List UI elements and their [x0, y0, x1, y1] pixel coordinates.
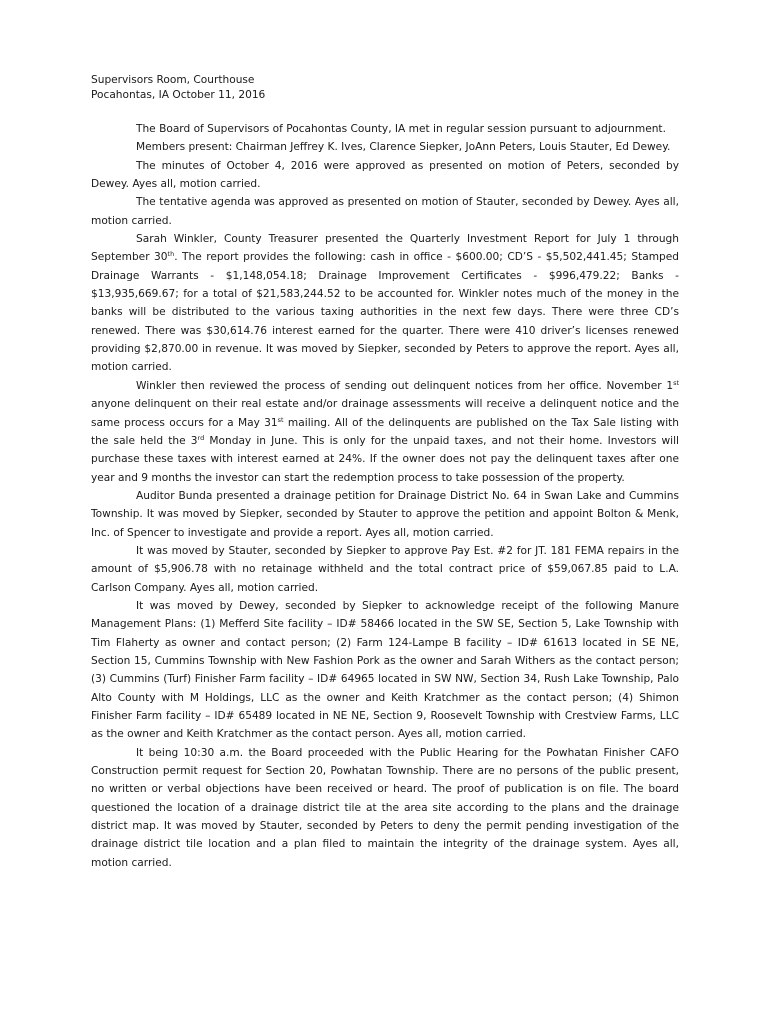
minutes-paragraph [91, 157, 679, 194]
paragraph-text: anyone delinquent on their real estate and/or drainage assessments will receive a delinquent notice and the same process occurs for a May 31 [91, 398, 679, 429]
paragraph-text: . The report provides the following: cash in office - $600.00; CD’S - $5,502,441.45; Stamped Drainage Warrants - $1,148,054.18; Drainage Improvement Certificates - $996,479.22; Banks - $13,935,669.67; for a total of $21,583,244.52 to be accounted for. Winkler notes much of the money in the banks will be distributed to the various taxing authorities in the next few days. There were three CD’s renewed. There was $30,614.76 interest earned for the quarter. There were 410 driver’s licenses renewed providing $2,870.00 in revenue. It was moved by Siepker, seconded by Peters to approve the report. Ayes all, motion carried. [91, 251, 680, 374]
paragraph-text: Winkler then reviewed the process of sending out delinquent notices from her office. November 1 [136, 379, 674, 392]
ordinal-suffix: th [167, 250, 175, 259]
ordinal-suffix: st [277, 415, 284, 424]
minutes-paragraph [91, 120, 679, 138]
paragraph-text: The Board of Supervisors of Pocahontas County, IA met in regular session pursuant to adjournment. [136, 123, 666, 135]
minutes-paragraph [91, 597, 679, 744]
minutes-paragraph [91, 487, 679, 542]
paragraph-text: It was moved by Dewey, seconded by Siepker to acknowledge receipt of the following Manure Management Plans: (1) Mefferd Site facility – ID# 58466 located in the SW SE, Section 5, Lake Township with Tim Flaherty as owner and contact person; (2) Farm 124-Lampe B facility – ID# 61613 located in SE NE, Section 15, Cummins Township with New Fashion Pork as the owner and Sarah Withers as the contact person; (3) Cummins (Turf) Finisher Farm facility – ID# 64965 located in SW NW, Section 34, Rush Lake Township, Palo Alto County with M Holdings, LLC as the owner and Keith Kratchmer as the contact person; (4) Shimon Finisher Farm facility – ID# 65489 located in NE NE, Section 9, Roosevelt Township with Crestview Farms, LLC as the owner and Keith Kratchmer as the contact person. Ayes all, motion carried. [91, 599, 679, 741]
minutes-paragraph [91, 744, 679, 872]
minutes-paragraph [91, 193, 679, 230]
minutes-paragraph [91, 377, 679, 487]
paragraph-text: Members present: Chairman Jeffrey K. Ives, Clarence Siepker, JoAnn Peters, Louis Stauter, Ed Dewey. [136, 141, 671, 154]
ordinal-suffix: st [673, 378, 679, 387]
paragraph-text: Auditor Bunda presented a drainage petition for Drainage District No. 64 in Swan Lake and Cummins Township. It was moved by Siepker, seconded by Stauter to approve the petition and appoint Bolton & Menk, Inc. of Spencer to investigate and provide a report. Ayes all, motion carried. [91, 489, 679, 539]
meeting-location: Supervisors Room, Courthouse [91, 74, 255, 86]
paragraph-text: mailing. All of the delinquents are published on the Tax Sale listing with the sale held the 3 [91, 416, 680, 447]
minutes-body [91, 120, 679, 872]
paragraph-text: It being 10:30 a.m. the Board proceeded with the Public Hearing for the Powhatan Finisher CAFO Construction permit request for Section 20, Powhatan Township. There are no persons of the public present, no written or verbal objections have been received or heard. The proof of publication is on file. The board questioned the location of a drainage district tile at the area site according to the plans and the drainage district map. It was moved by Stauter, seconded by Peters to deny the permit pending investigation of the drainage district tile location and a plan filed to maintain the integrity of the drainage system. Ayes all, motion carried. [91, 746, 679, 869]
paragraph-text: Monday in June. This is only for the unpaid taxes, and not their home. Investors will purchase these taxes with interest earned at 24%. If the owner does not pay the delinquent taxes after one year and 9 months the investor can start the redemption process to take possession of the property. [91, 434, 679, 484]
paragraph-text: It was moved by Stauter, seconded by Siepker to approve Pay Est. #2 for JT. 181 FEMA repairs in the amount of $5,906.78 with no retainage withheld and the total contract price of $59,067.85 paid to L.A. Carlson Company. Ayes all, motion carried. [91, 544, 679, 594]
minutes-paragraph [91, 230, 679, 377]
paragraph-text: The minutes of October 4, 2016 were approved as presented on motion of Peters, seconded by Dewey. Ayes all, motion carried. [91, 159, 679, 191]
document-header [91, 73, 265, 102]
minutes-paragraph [91, 542, 679, 597]
ordinal-suffix: rd [197, 433, 205, 442]
paragraph-text: Sarah Winkler, County Treasurer presented the Quarterly Investment Report for July 1 through September 30 [91, 233, 679, 264]
meeting-place-date: Pocahontas, IA October 11, 2016 [91, 88, 266, 101]
minutes-paragraph [91, 138, 679, 156]
paragraph-text: The tentative agenda was approved as presented on motion of Stauter, seconded by Dewey. Ayes all, motion carried. [91, 196, 679, 227]
